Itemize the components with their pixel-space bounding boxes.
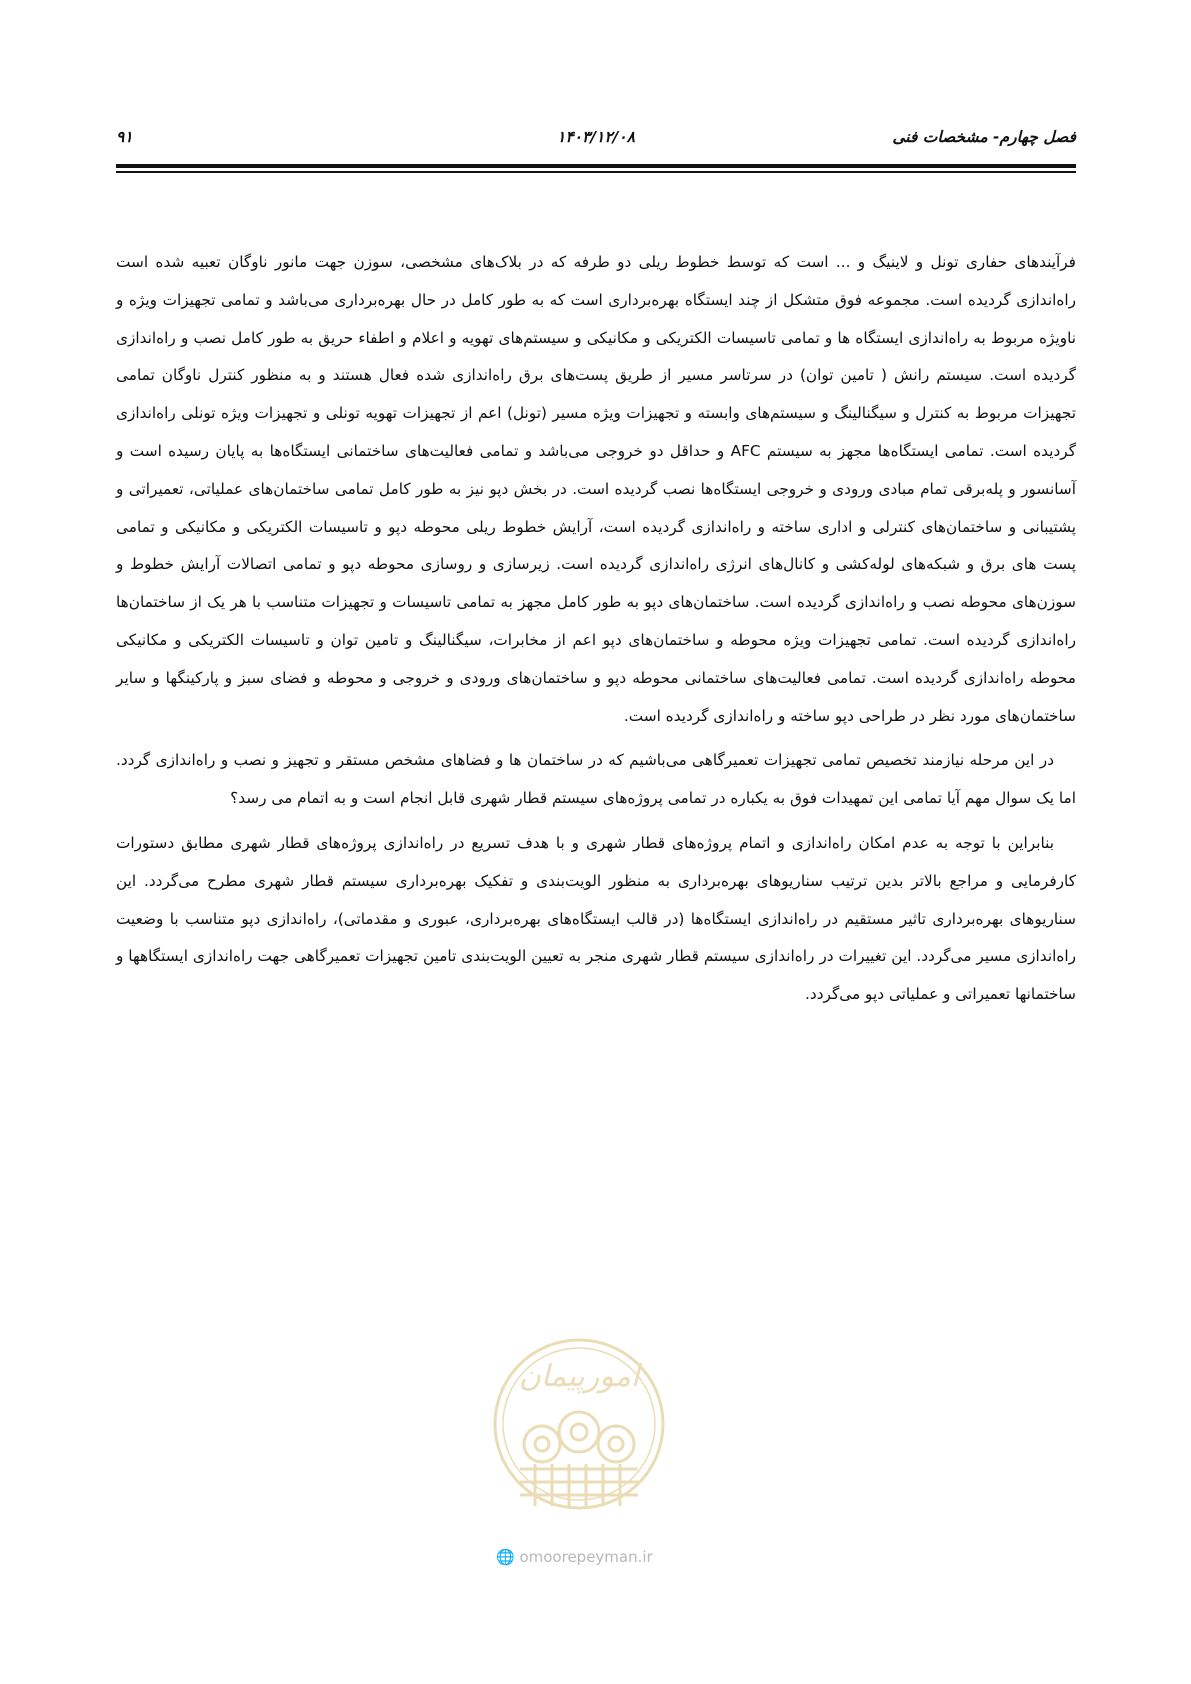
document-date: ۱۴۰۳/۱۲/۰۸	[557, 128, 635, 146]
paragraph-1: فرآیندهای حفاری تونل و لاینیگ و ... است که توسط خطوط ریلی دو طرفه که در بلاک‌های مشخصی، سوزن جهت مانور ناوگان تعبیه شده است راه‌اندازی گردیده است. مجموعه فوق متشکل از چند ایستگاه بهره‌برداری است که به طور کامل در حال بهره‌برداری می‌باشد و تمامی تجهیزات ویژه و ناویژه مربوط به راه‌اندازی ایستگاه ها و تمامی تاسیسات الکتریکی و مکانیکی و سیستم‌های تهویه و اعلام و اطفاء حریق به طور کامل نصب و راه‌اندازی گردیده است. سیستم رانش ( تامین توان) در سرتاسر مسیر از طریق پست‌های برق راه‌اندازی شده فعال هستند و به منظور کنترل ناوگان تمامی تجهیزات مربوط به کنترل و سیگنالینگ و سیستم‌های وابسته و تجهیزات ویژه مسیر (تونل) اعم از تجهیزات تهویه تونلی و تجهیزات ویژه تونلی راه‌اندازی گردیده است. تمامی ایستگاه‌ها مجهز به سیستم AFC و حداقل دو خروجی می‌باشد و تمامی فعالیت‌های ساختمانی ایستگاه‌ها به پایان رسیده است و آسانسور و پله‌برقی تمام مبادی ورودی و خروجی ایستگاه‌ها نصب گردیده است. در بخش دپو نیز به طور کامل تمامی ساختمان‌های عملیاتی، تعمیراتی و پشتیبانی و ساختمان‌های کنترلی و اداری ساخته و راه‌اندازی گردیده است، آرایش خطوط ریلی محوطه دپو و تاسیسات الکتریکی و مکانیکی و تمامی پست های برق و شبکه‌های لوله‌کشی و کانال‌های انرژی راه‌اندازی گردیده است. زیرسازی و روسازی محوطه دپو و تمامی اتصالات آرایش خطوط و سوزن‌های محوطه نصب و راه‌اندازی گردیده است. ساختمان‌های دپو به طور کامل مجهز به تمامی تاسیسات و تجهیزات متناسب با هر یک از ساختمان‌ها راه‌اندازی گردیده است. تمامی تجهیزات ویژه محوطه و ساختمان‌های دپو اعم از مخابرات، سیگنالینگ و تامین توان و تاسیسات الکتریکی و مکانیکی محوطه راه‌اندازی گردیده است. تمامی فعالیت‌های ساختمانی محوطه دپو و ساختمان‌های ورودی و خروجی و محوطه و فضای سبز و پارکینگها و سایر ساختمان‌های مورد نظر در طراحی دپو ساخته و راه‌اندازی گردیده است.	[116, 253, 1076, 725]
body-text	[116, 244, 1076, 1021]
watermark-logo	[490, 1324, 668, 1529]
watermark-url	[496, 1548, 696, 1566]
watermark-logo-text: امورپیمان	[518, 1359, 640, 1394]
page-header	[116, 128, 1076, 154]
header-rule-thin	[116, 171, 1076, 173]
globe-icon: 🌐	[496, 1548, 515, 1566]
page-number: ۹۱	[116, 128, 133, 146]
paragraph-3: بنابراین با توجه به عدم امکان راه‌اندازی و اتمام پروژه‌های قطار شهری و با هدف تسریع در راه‌اندازی پروژه‌های قطار شهری مطابق دستورات کارفرمایی و مراجع بالاتر بدین ترتیب سناریوهای بهره‌برداری به منظور الویت‌بندی و تفکیک بهره‌برداری سیستم قطار شهری مطرح می‌گردد. این سناریوهای بهره‌برداری تاثیر مستقیم در راه‌اندازی ایستگاه‌ها (در قالب ایستگاه‌های بهره‌برداری، عبوری و مقدماتی)، راه‌اندازی دپو متناسب با وضعیت راه‌اندازی مسیر می‌گردد. این تغییرات در راه‌اندازی سیستم قطار شهری منجر به تعیین الویت‌بندی تامین تجهیزات تعمیرگاهی جهت راه‌اندازی ایستگاهها و ساختمانها تعمیراتی و عملیاتی دپو می‌گردد.	[116, 833, 1076, 1004]
header-rule-thick	[116, 164, 1076, 168]
chapter-title: فصل چهارم- مشخصات فنی	[892, 128, 1076, 146]
paragraph-2: در این مرحله نیازمند تخصیص تمامی تجهیزات تعمیرگاهی می‌باشیم که در ساختمان ها و فضاهای مشخص مستقر و تجهیز و نصب و راه‌اندازی گردد. اما یک سوال مهم آیا تمامی این تمهیدات فوق به یکباره در تمامی پروژه‌های سیستم قطار شهری قابل انجام است و به اتمام می رسد؟	[116, 751, 1076, 808]
watermark-url-text: omoorepeyman.ir	[519, 1548, 653, 1566]
